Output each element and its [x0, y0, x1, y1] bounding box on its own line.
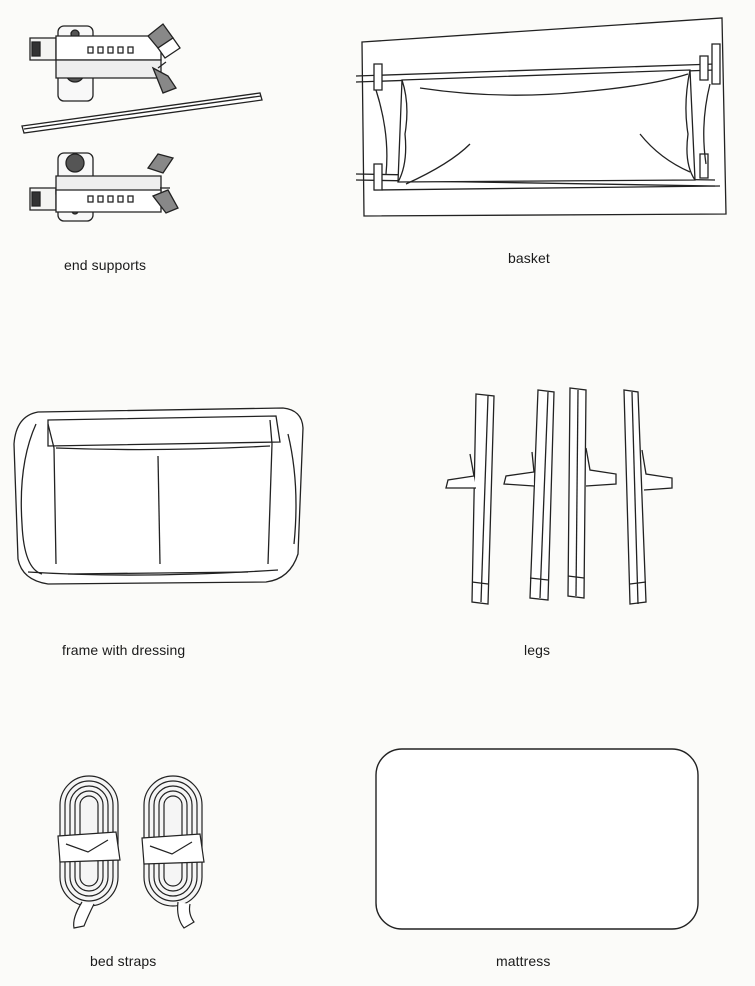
- part-label: mattress: [496, 953, 551, 969]
- part-label: frame with dressing: [62, 642, 186, 658]
- part-label: end supports: [64, 257, 147, 273]
- part-label: legs: [524, 642, 551, 658]
- legs-icon: [440, 384, 680, 614]
- part-label: bed straps: [90, 953, 157, 969]
- frame-with-dressing-icon: [8, 404, 308, 594]
- part-label: basket: [508, 250, 550, 266]
- basket-icon: [350, 14, 750, 224]
- end-supports-icon: [18, 18, 268, 223]
- mattress-icon: [372, 746, 702, 932]
- bed-straps-icon: [52, 770, 222, 930]
